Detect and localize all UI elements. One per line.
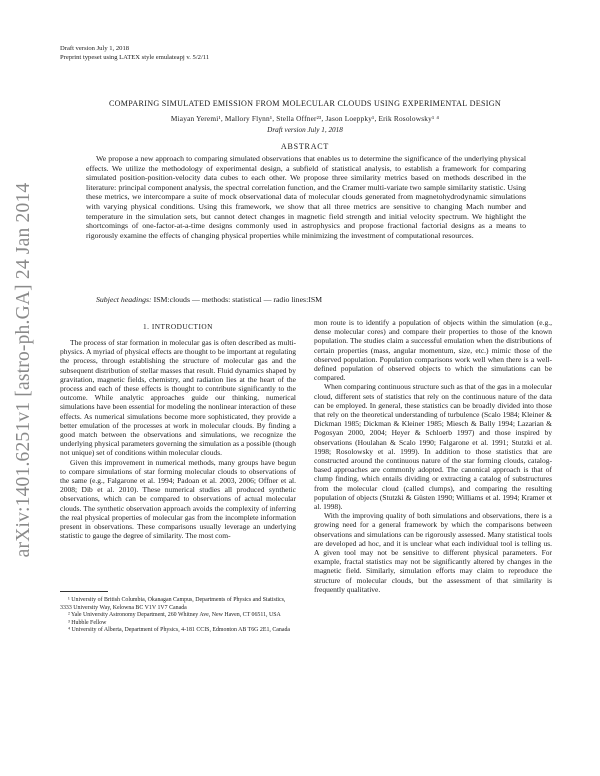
footnote-rule xyxy=(60,591,108,592)
preprint-header xyxy=(60,44,209,62)
footnote-1: ¹ University of British Columbia, Okanagan Campus, Departments of Physics and Statistics, 3333 University Way, Kelowna BC V1V 1V7 Canada xyxy=(60,597,286,611)
left-column xyxy=(60,318,296,540)
intro-paragraph-1: The process of star formation in molecular gas is often described as multi-physics. A myriad of physical effects are thought to be important at regulating the process, through establishing the structure of molecular gas and the subsequent distribution of stellar masses that result. Fluid dynamics shaped by gravitation, magnetic fields, chemistry, and radiation lies at the heart of the process and each of these effects is thought to contribute significantly to the outcome. While analytic approaches guide our thinking, numerical simulations have been essential for modeling the nonlinear interaction of these effects. As numerical simulations become more sophisticated, they provide a better emulation of the processes at work in molecular clouds. By finding a good match between the observations and simulations, we recognize the underlying physical parameters governing the simulation as a possible (though not unique) set of conditions within molecular clouds. xyxy=(60,338,296,458)
intro-paragraph-3: When comparing continuous structure such as that of the gas in a molecular cloud, different sets of statistics that rely on the continuous nature of the data can be employed. In general, these statistics can be broadly divided into those that rely on the theoretical understanding of turbulence (Scalo 1984; Kleiner & Dickman 1985; Dickman & Kleiner 1985; Miesch & Bally 1994; Lazarian & Pogosyan 2000, 2004; Heyer & Schloerb 1997) and those inspired by observations (Houlahan & Scalo 1990; Falgarone et al. 1991; Stutzki et al. 1998; Rosolowsky et al. 1999). In addition to those statistics that are constructed around the continuous nature of the star forming clouds, catalog-based approaches are commonly adopted. The canonical approach is that of clump finding, which entails dividing or extracting a catalog of substructures from the molecular cloud (called clumps), and comparing the resulting population of objects (Stutzki & Güsten 1990; Williams et al. 1994; Kramer et al. 1998). xyxy=(314,382,552,512)
right-column xyxy=(314,318,552,594)
subject-headings-values: ISM:clouds — methods: statistical — radio lines:ISM xyxy=(151,295,323,304)
subject-headings-label: Subject headings: xyxy=(96,295,152,304)
author-list: Miayan Yeremi¹, Mallory Flynn¹, Stella Offner²³, Jason Loeppky¹, Erik Rosolowsky¹ ⁴ xyxy=(170,114,440,123)
abstract-heading: ABSTRACT xyxy=(280,142,330,151)
arxiv-identifier-stamp xyxy=(6,130,42,610)
footnotes xyxy=(60,597,296,635)
paper-title: COMPARING SIMULATED EMISSION FROM MOLECULAR CLOUDS USING EXPERIMENTAL DESIGN xyxy=(108,99,502,108)
draft-date: Draft version July 1, 2018 xyxy=(267,126,343,134)
footnote-4: ⁴ University of Alberta, Department of Physics, 4-181 CCIS, Edmonton AB T6G 2E1, Canada xyxy=(68,627,290,634)
section-heading-introduction: 1. INTRODUCTION xyxy=(143,322,213,331)
intro-paragraph-2: Given this improvement in numerical methods, many groups have begun to compare simulations of star forming molecular clouds to observations of the same (e.g., Falgarone et al. 1994; Padoan et al. 2003, 2006; Offner et al. 2008; Dib et al. 2010). These numerical studies all produced synthetic observations, which can be compared to observations of actual molecular clouds. The synthetic observation approach avoids the complexity of inferring the real physical properties of molecular gas from the incomplete information present in observations. These comparisons usually leverage an underlying statistic to gauge the degree of similarity. The most com- xyxy=(60,457,296,541)
preprint-typeset-line: Preprint typeset using LATEX style emulateapj v. 5/2/11 xyxy=(60,54,210,61)
arxiv-identifier-text: arXiv:1401.6251v1 [astro-ph.GA] 24 Jan 2014 xyxy=(13,182,34,558)
intro-paragraph-2-continued: mon route is to identify a population of objects within the simulation (e.g., dense molecular cores) and compare their properties to those of the known population. The studies claim a successful emulation when the distributions of certain properties (mass, angular momentum, size, etc.) mimic those of the observed population. Population comparisons work well when there is a well-defined population of observed objects to which the simulations can be compared. xyxy=(314,318,552,383)
subject-headings xyxy=(86,295,526,305)
intro-paragraph-4: With the improving quality of both simulations and observations, there is a growing need for a general framework by which the comparisons between observations and simulations can be rigorously assessed. Many statistical tools are developed ad hoc, and it is unclear what each individual tool is telling us. A given tool may not be sensitive to different physical parameters. For example, fractal statistics may not be significantly altered by changes in the magnetic field. Similarly, simulation efforts may claim to reproduce the structure of molecular clouds, but the assessment of that similarity is frequently qualitative. xyxy=(314,511,552,594)
abstract-text: We propose a new approach to comparing simulated observations that enables us to determine the significance of the underlying physical effects. We utilize the methodology of experimental design, a subfield of statistical analysis, to establish a framework for comparing simulated position-position-velocity data cubes to each other. We propose three similarity metrics based on methods described in the literature: principal component analysis, the spectral correlation function, and the Cramer multi-variate two sample similarity statistic. Using these metrics, we intercompare a suite of mock observational data of molecular clouds generated from magnetohydrodynamic simulations with varying physical conditions. Using this framework, we show that all three metrics are sensitive to changing Mach number and temperature in the simulation sets, but cannot detect changes in magnetic field strength and initial velocity spectrum. We highlight the shortcomings of one-factor-at-a-time designs commonly used in astrophysics and propose fractional factorial designs as a means to rigorously examine the effects of changing physical properties while minimizing the investment of computational resources. xyxy=(86,154,526,240)
footnote-2: ² Yale University Astronomy Department, 260 Whitney Ave, New Haven, CT 06511, USA xyxy=(68,612,281,619)
draft-version-line: Draft version July 1, 2018 xyxy=(60,45,130,52)
footnote-3: ³ Hubble Fellow xyxy=(68,619,107,626)
